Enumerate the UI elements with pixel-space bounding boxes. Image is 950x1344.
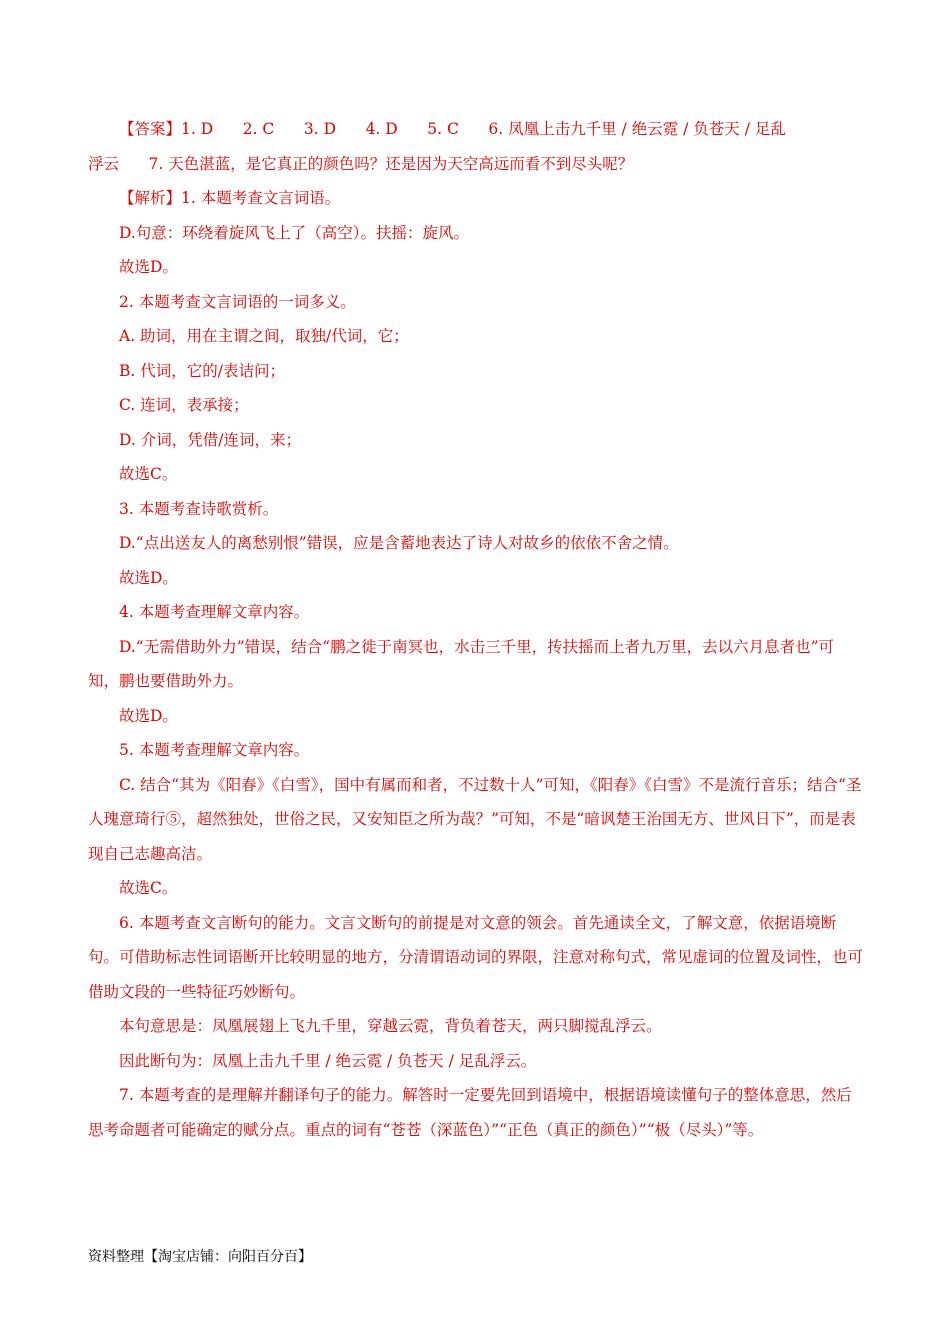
analysis-line	[88, 250, 863, 285]
analysis-line	[88, 1078, 863, 1147]
analysis-text: 2. 本题考查文言词语的一词多义。	[119, 292, 356, 311]
analysis-text: D.“无需借助外力”错误，结合“鹏之徙于南冥也，水击三千里，抟扶摇而上者九万里，去以六月息者也”可知，鹏也要借助外力。	[88, 637, 835, 690]
analysis-text: 3. 本题考查诗歌赏析。	[119, 499, 279, 518]
analysis-line	[88, 630, 863, 699]
analysis-line	[88, 354, 863, 389]
analysis-text: 故选C。	[119, 879, 178, 897]
answer-label: 【答案】	[119, 120, 182, 138]
analysis-text: 故选D。	[119, 258, 178, 276]
analysis-text: C. 连词，表承接；	[119, 396, 249, 414]
analysis-text: D.“点出送友人的离愁别恨”错误，应是含蓄地表达了诗人对故乡的依依不舍之情。	[119, 534, 679, 552]
analysis-text: 因此断句为：凤凰上击九千里 / 绝云霓 / 负苍天 / 足乱浮云。	[119, 1051, 537, 1070]
analysis-line	[88, 457, 863, 492]
analysis-text: 4. 本题考查理解文章内容。	[119, 603, 310, 621]
analysis-line	[88, 768, 863, 872]
analysis-text: D.句意：环绕着旋风飞上了（高空）。扶摇：旋风。	[119, 223, 470, 242]
analysis-label: 【解析】	[119, 189, 182, 207]
analysis-block	[88, 181, 863, 1147]
analysis-line	[88, 1044, 863, 1079]
analysis-line	[88, 216, 863, 251]
analysis-text: 5. 本题考查理解文章内容。	[119, 741, 310, 759]
analysis-line	[88, 181, 863, 216]
analysis-text: 7. 本题考查的是理解并翻译句子的能力。解答时一定要先回到语境中，根据语境读懂句子的整体意思，然后思考命题者可能确定的赋分点。重点的词有“苍苍（深蓝色）”“正色（真正的颜色）”“极（尽头）”等。	[88, 1086, 852, 1139]
analysis-line	[88, 871, 863, 906]
analysis-text: 故选D。	[119, 568, 178, 587]
answer-items: 1. D 2. C 3. D 4. D 5. C 6. 凤凰上击九千里 / 绝云霓 / 负苍天 / 足乱	[181, 120, 786, 138]
analysis-line	[88, 1009, 863, 1044]
answer-line-2: 浮云 7. 天色湛蓝，是它真正的颜色吗？还是因为天空高远而看不到尽头呢？	[88, 154, 634, 173]
analysis-text: 本句意思是：凤凰展翅上飞九千里，穿越云霓，背负着苍天，两只脚搅乱浮云。	[119, 1017, 662, 1035]
analysis-line	[88, 733, 863, 768]
analysis-line	[88, 595, 863, 630]
answer-line-1	[88, 112, 863, 147]
analysis-line	[88, 388, 863, 423]
analysis-line	[88, 423, 863, 458]
analysis-line	[88, 526, 863, 561]
analysis-text: 故选C。	[119, 465, 178, 483]
analysis-line	[88, 699, 863, 734]
analysis-line	[88, 492, 863, 527]
answer-analysis-section	[88, 112, 863, 1147]
analysis-line	[88, 319, 863, 354]
analysis-line	[88, 285, 863, 320]
analysis-text: 故选D。	[119, 706, 178, 725]
analysis-line	[88, 906, 863, 1010]
analysis-line	[88, 561, 863, 596]
footer-source-note: 资料整理【淘宝店铺：向阳百分百】	[88, 1249, 312, 1265]
analysis-text: D. 介词，凭借/连词，来；	[119, 430, 301, 449]
analysis-text: 6. 本题考查文言断句的能力。文言文断句的前提是对文意的领会。首先通读全文，了解文意，依据语境断句。可借助标志性词语断开比较明显的地方，分清谓语动词的界限，注意对称句式，常见虚词的位置及词性，也可借助文段的一些特征巧妙断句。	[88, 913, 864, 1001]
analysis-text: A. 助词，用在主谓之间，取独/代词，它；	[119, 327, 409, 345]
analysis-text: 1. 本题考查文言词语。	[181, 189, 341, 207]
analysis-text: C. 结合“其为《阳春》《白雪》，国中有属而和者，不过数十人”可知，《阳春》《白雪》不是流行音乐；结合“圣人瑰意琦行⑤，超然独处，世俗之民，又安知臣之所为哉？”可知，不是“暗讽楚王治国无方、世风日下”，而是表现自己志趣高洁。	[88, 775, 862, 863]
analysis-text: B. 代词，它的/表诘问；	[119, 361, 285, 380]
